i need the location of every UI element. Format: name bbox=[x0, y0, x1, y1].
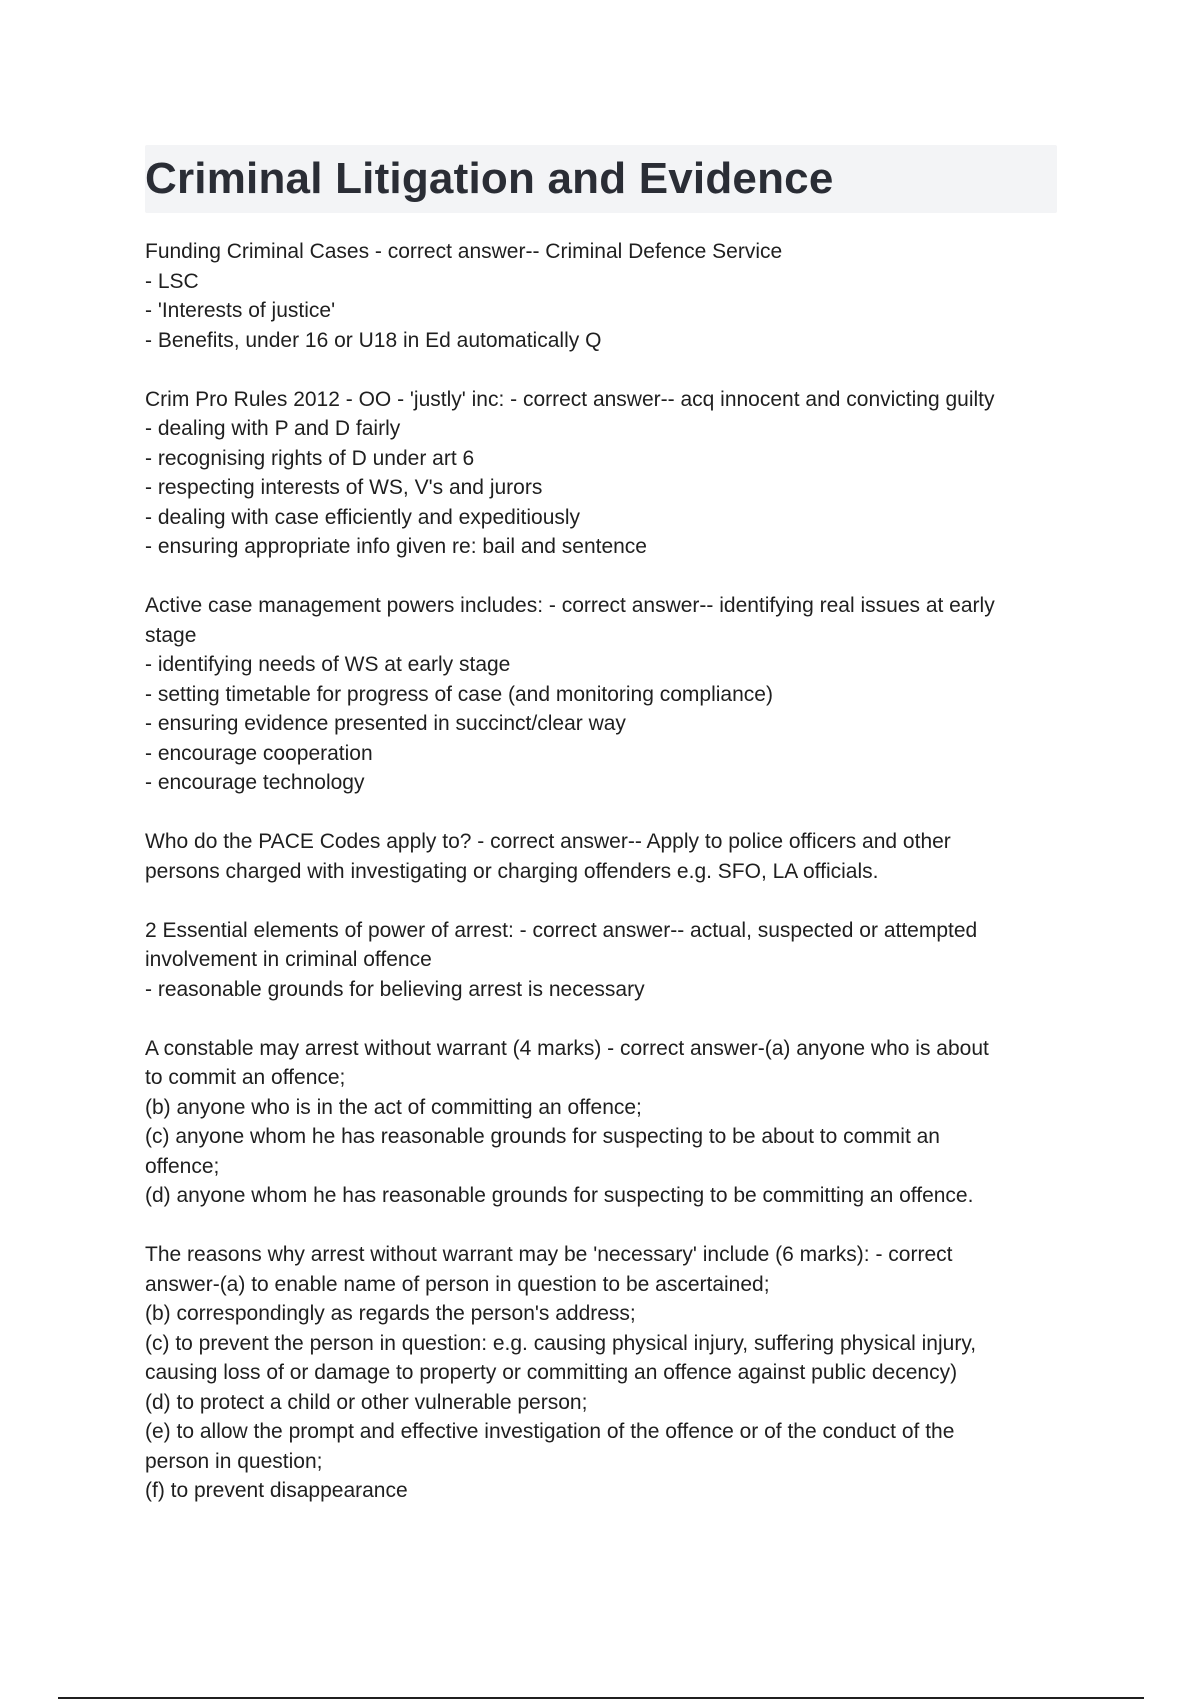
text-line: - encourage cooperation bbox=[145, 741, 373, 765]
qa-block bbox=[145, 591, 1057, 798]
qa-block bbox=[145, 237, 1057, 355]
text-line: - dealing with case efficiently and expeditiously bbox=[145, 505, 581, 529]
qa-block bbox=[145, 827, 1057, 886]
text-line: to commit an offence; bbox=[145, 1066, 346, 1089]
document-body bbox=[145, 237, 1057, 1535]
text-line: stage bbox=[145, 623, 197, 647]
qa-block bbox=[145, 1034, 1057, 1211]
text-line: (b) correspondingly as regards the person's address; bbox=[145, 1302, 636, 1325]
text-line: (d) anyone whom he has reasonable grounds for suspecting to be committing an offence. bbox=[145, 1184, 974, 1207]
text-line: - dealing with P and D fairly bbox=[145, 417, 401, 440]
qa-block bbox=[145, 916, 1057, 1005]
text-line: - recognising rights of D under art 6 bbox=[145, 446, 475, 470]
text-line: (d) to protect a child or other vulnerable person; bbox=[145, 1390, 588, 1414]
text-line: (f) to prevent disappearance bbox=[145, 1479, 408, 1502]
text-line: (c) anyone whom he has reasonable grounds for suspecting to be about to commit an bbox=[145, 1125, 940, 1148]
title-banner bbox=[145, 145, 1057, 213]
text-line: - ensuring evidence presented in succinct/clear way bbox=[145, 712, 626, 735]
text-line: - reasonable grounds for believing arrest is necessary bbox=[145, 977, 645, 1001]
text-line: persons charged with investigating or charging offenders e.g. SFO, LA officials. bbox=[145, 859, 879, 883]
text-line: Active case management powers includes: - correct answer-- identifying real issues at early bbox=[145, 594, 995, 617]
text-line: - ensuring appropriate info given re: bail and sentence bbox=[145, 535, 647, 558]
text-line: (c) to prevent the person in question: e.g. causing physical injury, suffering physical injury, bbox=[145, 1331, 977, 1355]
text-line: (e) to allow the prompt and effective investigation of the offence or of the conduct of the bbox=[145, 1420, 955, 1443]
qa-block bbox=[145, 385, 1057, 562]
text-line: - Benefits, under 16 or U18 in Ed automatically Q bbox=[145, 328, 602, 352]
text-line: answer-(a) to enable name of person in question to be ascertained; bbox=[145, 1272, 770, 1296]
qa-block bbox=[145, 1240, 1057, 1506]
text-line: person in question; bbox=[145, 1449, 323, 1473]
text-line: - encourage technology bbox=[145, 771, 365, 794]
text-line: involvement in criminal offence bbox=[145, 948, 432, 971]
text-line: - setting timetable for progress of case (and monitoring compliance) bbox=[145, 682, 773, 706]
text-line: Funding Criminal Cases - correct answer-- Criminal Defence Service bbox=[145, 240, 783, 263]
text-line: Crim Pro Rules 2012 - OO - 'justly' inc: - correct answer-- acq innocent and convicting guilty bbox=[145, 387, 995, 411]
text-line: - identifying needs of WS at early stage bbox=[145, 653, 511, 676]
text-line: - 'Interests of justice' bbox=[145, 299, 336, 322]
text-line: A constable may arrest without warrant (4 marks) - correct answer-(a) anyone who is about bbox=[145, 1036, 989, 1060]
page-title: Criminal Litigation and Evidence bbox=[145, 154, 834, 203]
text-line: - respecting interests of WS, V's and jurors bbox=[145, 476, 543, 499]
text-line: Who do the PACE Codes apply to? - correct answer-- Apply to police officers and other bbox=[145, 830, 951, 853]
page-bottom-divider bbox=[58, 1697, 1144, 1699]
text-line: (b) anyone who is in the act of committing an offence; bbox=[145, 1095, 642, 1119]
text-line: causing loss of or damage to property or committing an offence against public decency) bbox=[145, 1361, 958, 1384]
text-line: The reasons why arrest without warrant may be 'necessary' include (6 marks): - correct bbox=[145, 1243, 953, 1266]
text-line: - LSC bbox=[145, 269, 199, 293]
text-line: offence; bbox=[145, 1154, 220, 1178]
text-line: 2 Essential elements of power of arrest: - correct answer-- actual, suspected or attempted bbox=[145, 918, 978, 942]
